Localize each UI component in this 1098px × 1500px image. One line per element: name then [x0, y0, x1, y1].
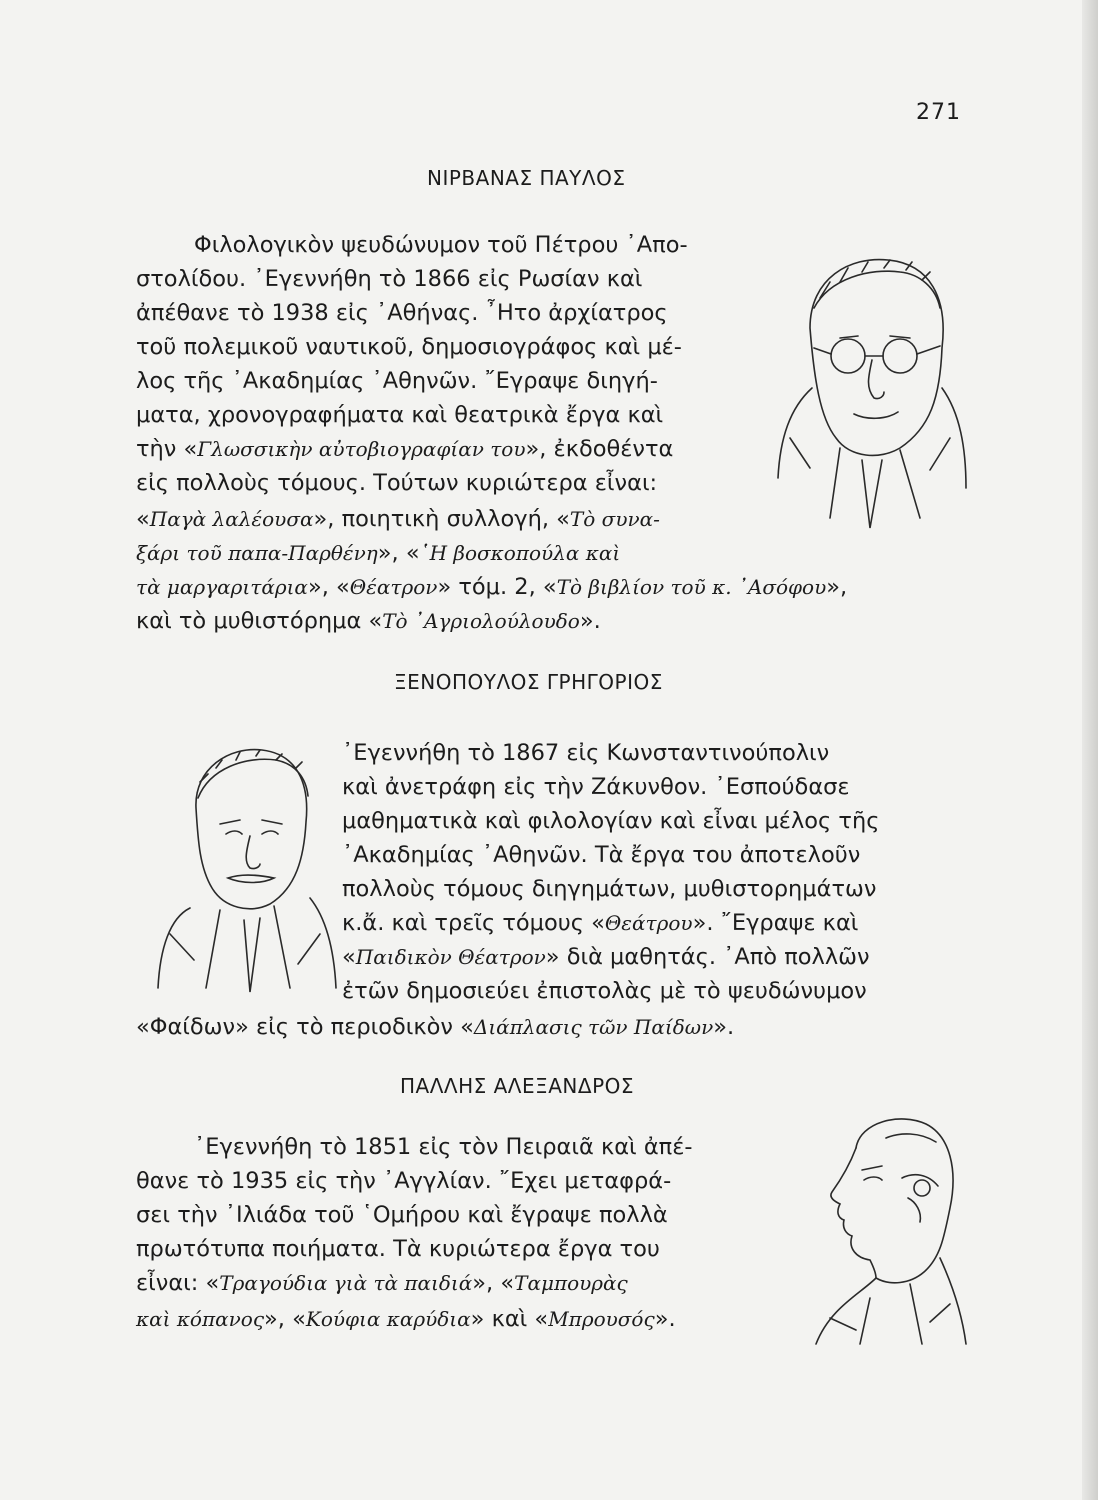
- entry-text-line: [136, 1232, 766, 1266]
- body-text: », «: [472, 1270, 515, 1296]
- body-text: ἐτῶν δημοσιεύει ἐπιστολὰς μὲ τὸ ψευδώνυμον: [342, 978, 867, 1004]
- entry-text-line: [136, 1164, 766, 1198]
- body-text: κ.ἄ. καὶ τρεῖς τόμους «: [342, 910, 605, 936]
- entry-text-line: [136, 1266, 766, 1300]
- entry-text-line: [194, 228, 767, 262]
- body-text: », «: [307, 574, 350, 600]
- italic-title-text: καὶ κόπανος: [136, 1307, 265, 1331]
- body-text: ».: [713, 1014, 735, 1040]
- page-number: 271: [916, 100, 961, 125]
- body-text: «: [136, 506, 150, 532]
- body-text: », ποιητικὴ συλλογή, «: [313, 506, 570, 532]
- body-text: «: [342, 944, 356, 970]
- body-text: » τόμ. 2, «: [437, 574, 557, 600]
- body-text: », «: [377, 540, 420, 566]
- body-text: πολλοὺς τόμους διηγημάτων, μυθιστορημάτων: [342, 876, 877, 902]
- entry-text-line: [136, 570, 962, 604]
- entry-text-line: [136, 296, 768, 330]
- body-text: πρωτότυπα ποιήματα. Τὰ κυριώτερα ἔργα του: [136, 1236, 660, 1262]
- italic-title-text: ῾Η βοσκοπούλα καὶ: [419, 541, 621, 565]
- entry-heading-xenopoulos: ΞΕΝΟΠΟΥΛΟΣ ΓΡΗΓΟΡΙΟΣ: [394, 670, 663, 694]
- body-text: ᾿Εγεννήθη τὸ 1851 εἰς τὸν Πειραιᾶ καὶ ἀπέ-: [194, 1134, 693, 1160]
- body-text: », ἐκδοθέντα: [525, 436, 674, 462]
- entry-text-line: [136, 398, 768, 432]
- entry-text-line: [342, 872, 967, 906]
- body-text: μαθηματικὰ καὶ φιλολογίαν καὶ εἶναι μέλος τῆς: [342, 808, 880, 834]
- body-text: ᾿Εγεννήθη τὸ 1867 εἰς Κωνσταντινούπολιν: [342, 740, 830, 766]
- italic-title-text: Τραγούδια γιὰ τὰ παιδιά: [219, 1271, 473, 1295]
- body-text: », «: [264, 1306, 306, 1332]
- body-text: ἀπέθανε τὸ 1938 εἰς ᾿Αθήνας. ῏Ητο ἀρχίατρος: [136, 300, 668, 326]
- body-text: εἰς πολλοὺς τόμους. Τούτων κυριώτερα εἶναι:: [136, 470, 658, 496]
- entry-text-line: [136, 1302, 766, 1336]
- body-text: σει τὴν ᾿Ιλιάδα τοῦ ῾Ομήρου καὶ ἔγραψε πολλὰ: [136, 1202, 668, 1228]
- portrait-pallis: [790, 1108, 970, 1348]
- body-text: ».: [654, 1306, 676, 1332]
- entry-text-line: [136, 1010, 856, 1044]
- entry-text-line: [342, 838, 967, 872]
- entry-text-line: [136, 364, 768, 398]
- portrait-nirvanas: [770, 238, 970, 538]
- italic-title-text: Κούφια καρύδια: [305, 1307, 471, 1331]
- entry-text-line: [136, 262, 768, 296]
- body-text: στολίδου. ᾿Εγεννήθη τὸ 1866 εἰς Ρωσίαν καὶ: [136, 266, 643, 292]
- body-text: καὶ ἀνετράφη εἰς τὴν Ζάκυνθον. ᾿Εσπούδασε: [342, 774, 850, 800]
- entry-heading-nirvanas: ΝΙΡΒΑΝΑΣ ΠΑΥΛΟΣ: [427, 166, 626, 190]
- body-text: » καὶ «: [470, 1306, 549, 1332]
- body-text: τοῦ πολεμικοῦ ναυτικοῦ, δημοσιογράφος καὶ μέ-: [136, 334, 682, 360]
- italic-title-text: Θέατρον: [349, 575, 438, 599]
- entry-text-line: [342, 940, 967, 974]
- italic-title-text: Τὸ βιβλίον τοῦ κ. ᾿Ασόφου: [556, 575, 827, 599]
- body-text: ᾿Ακαδημίας ᾿Αθηνῶν. Τὰ ἔργα του ἀποτελοῦν: [342, 842, 861, 868]
- italic-title-text: Διάπλασις τῶν Παίδων: [473, 1015, 714, 1039]
- body-text: »,: [826, 574, 848, 600]
- italic-title-text: Γλωσσικὴν αὐτοβιογραφίαν του: [197, 437, 526, 461]
- entry-text-line: [136, 432, 768, 466]
- entry-text-line: [342, 804, 967, 838]
- body-text: καὶ τὸ μυθιστόρημα «: [136, 608, 383, 634]
- page-spine-shadow: [1082, 0, 1098, 1500]
- body-text: εἶναι: «: [136, 1270, 220, 1296]
- portrait-xenopoulos: [150, 738, 340, 998]
- entry-text-line: [136, 466, 768, 500]
- body-text: «Φαίδων» εἰς τὸ περιοδικὸν «: [136, 1014, 474, 1040]
- portrait-xenopoulos-drawing: [150, 738, 340, 998]
- italic-title-text: Μπρουσός: [548, 1307, 655, 1331]
- italic-title-text: τὰ μαργαριτάρια: [136, 575, 308, 599]
- entry-text-line: [136, 502, 768, 536]
- portrait-nirvanas-drawing: [770, 238, 970, 538]
- entry-text-line: [342, 974, 967, 1008]
- entry-text-line: [136, 330, 768, 364]
- entry-text-line: [342, 906, 967, 940]
- body-text: ».: [579, 608, 601, 634]
- body-text: Φιλολογικὸν ψευδώνυμον τοῦ Πέτρου ᾿Απο-: [194, 232, 688, 258]
- italic-title-text: Παιδικὸν Θέατρον: [355, 945, 546, 969]
- entry-text-line: [342, 770, 967, 804]
- body-text: τὴν «: [136, 436, 198, 462]
- italic-title-text: Παγὰ λαλέουσα: [149, 507, 314, 531]
- body-text: θανε τὸ 1935 εἰς τὴν ᾿Αγγλίαν. ῎Εχει μεταφρά-: [136, 1168, 672, 1194]
- italic-title-text: Θεάτρου: [604, 911, 693, 935]
- entry-text-line: [136, 604, 768, 638]
- italic-title-text: Ταμπουρὰς: [514, 1271, 628, 1295]
- body-text: » διὰ μαθητάς. ᾿Απὸ πολλῶν: [545, 944, 870, 970]
- italic-title-text: Τὸ ᾿Αγριολούλουδο: [382, 609, 580, 633]
- entry-heading-pallis: ΠΑΛΛΗΣ ΑΛΕΞΑΝΔΡΟΣ: [400, 1074, 635, 1098]
- entry-text-line: [136, 536, 768, 570]
- italic-title-text: Τὸ συνα-: [569, 507, 660, 531]
- portrait-pallis-drawing: [790, 1108, 970, 1348]
- body-text: λος τῆς ᾿Ακαδημίας ᾿Αθηνῶν. ῎Εγραψε διηγή-: [136, 368, 658, 394]
- italic-title-text: ξάρι τοῦ παπα-Παρθένη: [136, 541, 378, 565]
- body-text: ματα, χρονογραφήματα καὶ θεατρικὰ ἔργα καὶ: [136, 402, 664, 428]
- body-text: ». ῎Εγραψε καὶ: [692, 910, 859, 936]
- entry-text-line: [136, 1198, 766, 1232]
- entry-text-line: [194, 1130, 766, 1164]
- entry-text-line: [342, 736, 967, 770]
